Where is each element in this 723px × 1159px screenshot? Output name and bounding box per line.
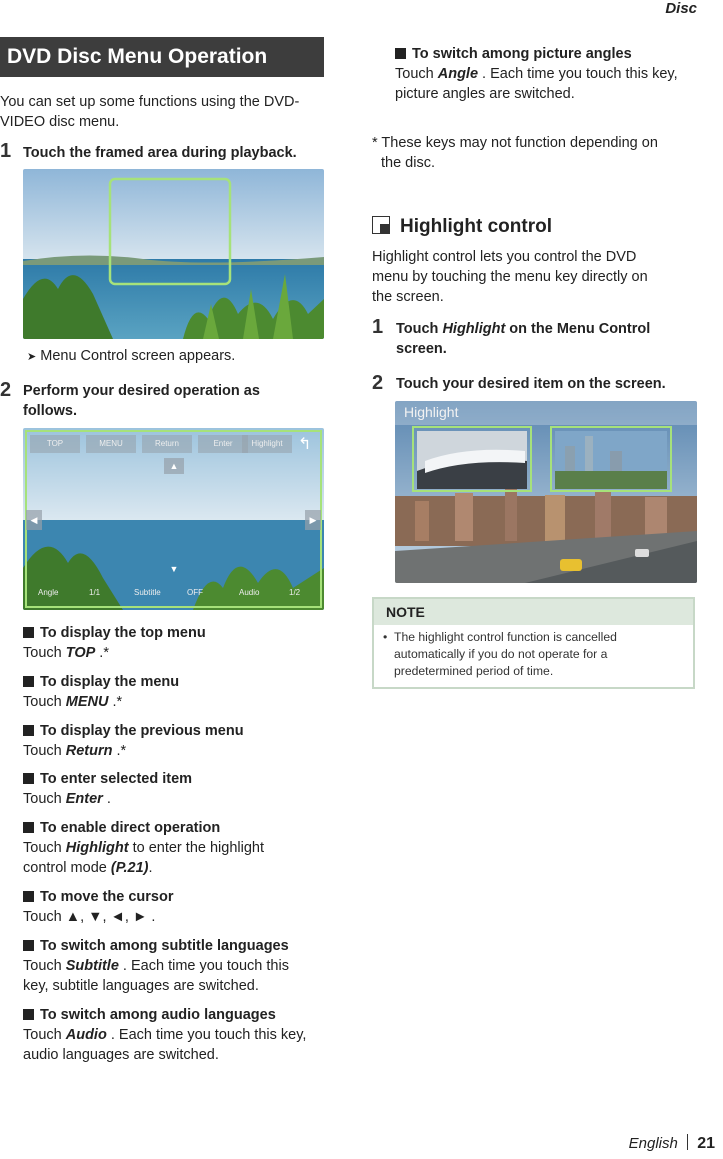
cursor-down-icon[interactable]: ▼ [169,564,179,574]
hc-body-line: the screen. [372,289,444,305]
note-line: automatically if you do not operate for a [394,647,608,661]
item-menu [23,672,323,712]
note-line: predetermined period of time. [394,664,554,678]
cursor-keys: ▲, ▼, ◄, ► [65,909,148,925]
item-post: . Each time you touch this [118,958,289,974]
step-1-text: Touch the framed area during playback. [23,145,297,161]
highlight-button[interactable]: Highlight [242,435,292,453]
footer-divider [687,1134,688,1150]
item-pre: Touch [23,791,66,807]
highlight-control-heading [372,216,552,238]
bullet-square-icon [23,822,34,833]
note-line: The highlight control function is cancelled [394,630,617,644]
page-title: DVD Disc Menu Operation [0,37,324,77]
item-heading: To switch among audio languages [40,1007,276,1023]
item-pre: Touch [23,743,66,759]
return-key: Return [65,743,113,759]
item-pre: Touch [23,909,66,925]
result-line [27,346,235,367]
item-pre: Touch [23,1027,66,1043]
item-line2: audio languages are switched. [23,1047,219,1063]
item-enter [23,769,323,809]
playback-screen-image[interactable] [23,169,324,339]
city-scene [395,401,697,583]
menu-screen-bg [23,428,324,610]
subtitle-key: Subtitle [65,958,119,974]
item-heading: To switch among subtitle languages [40,938,289,954]
bullet-square-icon [23,725,34,736]
bullet-square-icon [23,627,34,638]
footnote-line1: * These keys may not function depending on [372,135,658,151]
menu-key: MENU [65,694,109,710]
audio-value: 1/2 [289,588,301,597]
item-post: .* [95,645,109,661]
highlight-key: Highlight [65,840,129,856]
note-title: NOTE [374,599,693,625]
step-pre: Touch [396,321,443,337]
item-line2: picture angles are switched. [395,86,575,102]
item-previous-menu [23,721,323,761]
footnote-line2: the disc. [381,155,435,171]
page-number: 21 [697,1135,715,1152]
enter-button[interactable]: Enter [198,435,248,453]
cursor-right-icon[interactable]: ▶ [305,510,321,530]
audio-key: Audio [65,1027,107,1043]
angle-label[interactable]: Angle [38,588,59,597]
item-angle [395,44,705,104]
item-heading: To switch among picture angles [412,46,632,62]
page-footer [629,1134,715,1153]
hc-body [372,247,702,307]
item-pre: Touch [23,958,66,974]
menu-control-screen [23,428,324,610]
item-pre: Touch [23,694,66,710]
hc-title: Highlight control [400,216,552,237]
item-heading: To move the cursor [40,889,174,905]
arrow-right-icon: ➤ [27,351,37,363]
hc-body-line: menu by touching the menu key directly on [372,269,648,285]
note-text [374,625,693,680]
bullet-square-icon [23,1009,34,1020]
item-post: . Each time you touch this key, [478,66,678,82]
item-audio [23,1005,323,1065]
hc-step-1-number: 1 [372,316,384,338]
bullet-square-icon [395,48,406,59]
hc-step-1-text [396,319,696,359]
item-heading: To display the top menu [40,625,206,641]
angle-key: Angle [437,66,479,82]
step-2-text: Perform your desired operation as follows. [23,383,260,419]
footer-language: English [628,1135,678,1152]
bullet-square-icon [23,773,34,784]
bullet-square-icon [23,676,34,687]
item-pre: Touch [23,645,66,661]
note-box [372,597,695,689]
top-button[interactable]: TOP [30,435,80,453]
item-move-cursor [23,887,323,927]
highlight-screen[interactable] [395,401,697,583]
subtitle-label[interactable]: Subtitle [134,588,161,597]
item-heading: To enter selected item [40,771,193,787]
item-line2: key, subtitle languages are switched. [23,978,259,994]
menu-button[interactable]: MENU [86,435,136,453]
ocean-scene [23,169,324,339]
section-header: Disc [665,0,697,17]
highlight-key: Highlight [442,321,506,337]
item-heading: To enable direct operation [40,820,221,836]
bullet-square-icon [23,891,34,902]
cursor-left-icon[interactable]: ◀ [26,510,42,530]
top-key: TOP [65,645,96,661]
item-post: .* [108,694,123,710]
hc-body-line: Highlight control lets you control the DVD [372,249,637,265]
bullet-square-icon [23,940,34,951]
item-post: . [147,909,156,925]
hc-step-2-number: 2 [372,372,384,394]
return-button[interactable]: Return [142,435,192,453]
intro-text: You can set up some functions using the DVD-VIDEO disc menu. [0,94,300,130]
bullet-dot-icon: • [383,630,388,644]
item-pre: Touch [395,66,438,82]
item-post: . [102,791,111,807]
item-subtitle [23,936,323,996]
step-line2: screen. [396,341,447,357]
angle-value: 1/1 [89,588,101,597]
item-heading: To display the previous menu [40,723,244,739]
item-line2-post: . [148,860,153,876]
item-pre: Touch [23,840,66,856]
item-line2: control mode [23,860,111,876]
result-text: Menu Control screen appears. [40,348,236,364]
enter-key: Enter [65,791,103,807]
section-square-icon [372,216,390,234]
page-reference-link[interactable]: (P.21) [110,860,149,876]
highlight-mode-label: Highlight [404,404,459,420]
item-post: to enter the highlight [128,840,264,856]
item-direct-operation [23,818,323,878]
step-1-number: 1 [0,140,12,162]
item-post: . Each time you touch this key, [106,1027,307,1043]
hc-step-2-text: Touch your desired item on the screen. [396,376,666,392]
step-post: on the Menu Control [505,321,651,337]
subtitle-value: OFF [187,588,203,597]
item-post: .* [112,743,127,759]
step-2-number: 2 [0,379,12,401]
audio-label[interactable]: Audio [239,588,260,597]
item-top-menu [23,623,323,663]
cursor-up-icon[interactable]: ▲ [164,458,184,474]
item-heading: To display the menu [40,674,180,690]
back-icon[interactable]: ↰ [298,436,312,453]
